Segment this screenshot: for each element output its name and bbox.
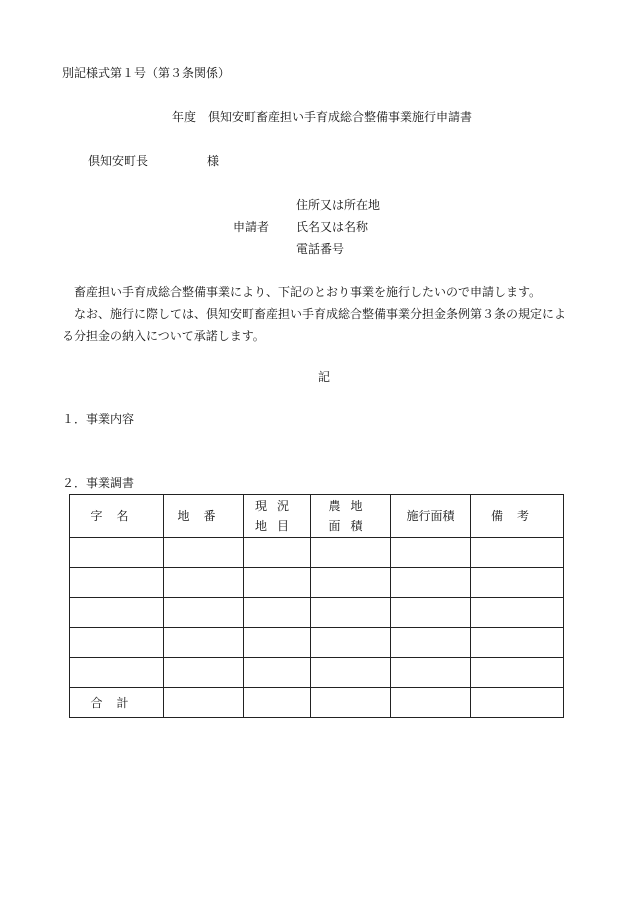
table-cell[interactable] <box>244 568 311 598</box>
table-cell[interactable] <box>164 538 244 568</box>
project-survey-table <box>69 494 564 718</box>
table-cell[interactable] <box>70 628 164 658</box>
table-cell[interactable] <box>391 568 471 598</box>
table-cell[interactable] <box>164 628 244 658</box>
table-cell[interactable] <box>311 568 391 598</box>
table-cell[interactable] <box>311 598 391 628</box>
addressee-name: 倶知安町長 <box>88 154 149 168</box>
document-title: 年度 倶知安町畜産担い手育成総合整備事業施行申請書 <box>172 110 473 124</box>
table-cell[interactable] <box>391 688 471 718</box>
table-cell[interactable] <box>391 598 471 628</box>
application-statement: 畜産担い手育成総合整備事業により、下記のとおり事業を施行したいので申請します。 <box>74 285 542 299</box>
header-sekou-label: 施行面積 <box>406 509 455 523</box>
header-chiban <box>164 495 244 538</box>
header-genkyo-line1: 現況 <box>254 499 299 513</box>
table-cell[interactable] <box>311 538 391 568</box>
header-sekou <box>391 495 471 538</box>
form-number: 別記様式第１号（第３条関係） <box>62 66 231 80</box>
header-genkyo <box>244 495 311 538</box>
table-cell[interactable] <box>391 628 471 658</box>
table-cell[interactable] <box>471 688 564 718</box>
table-cell[interactable] <box>471 568 564 598</box>
consent-statement: なお、施行に際しては、倶知安町畜産担い手育成総合整備事業分担金条例第３条の規定による分担金の納入について承諾します。 <box>62 307 567 343</box>
table-cell[interactable] <box>70 538 164 568</box>
table-cell[interactable] <box>311 658 391 688</box>
table-cell[interactable] <box>70 568 164 598</box>
header-biko-label: 備考 <box>490 509 543 523</box>
table-header-row <box>70 495 564 538</box>
header-nochi-line2: 面積 <box>328 519 373 533</box>
section-project-survey: ２．事業調書 <box>62 476 135 490</box>
applicant-label: 申請者 <box>233 220 270 234</box>
addressee-honorific: 様 <box>207 154 220 168</box>
header-nochi-line1: 農地 <box>328 499 373 513</box>
table-cell[interactable] <box>164 658 244 688</box>
applicant-name-label: 氏名又は名称 <box>296 220 369 234</box>
table-cell[interactable] <box>391 538 471 568</box>
table-cell[interactable] <box>164 568 244 598</box>
header-biko <box>471 495 564 538</box>
table-cell[interactable] <box>471 628 564 658</box>
table-cell[interactable] <box>311 628 391 658</box>
table-cell[interactable] <box>471 658 564 688</box>
table-cell[interactable] <box>244 628 311 658</box>
table-cell[interactable] <box>70 658 164 688</box>
table-cell[interactable] <box>244 538 311 568</box>
header-aza <box>70 495 164 538</box>
table-cell[interactable] <box>244 688 311 718</box>
header-aza-label: 字名 <box>90 509 143 523</box>
table-cell[interactable] <box>164 688 244 718</box>
table-row <box>70 628 564 658</box>
table-cell[interactable] <box>244 598 311 628</box>
applicant-address-label: 住所又は所在地 <box>296 198 381 212</box>
header-chiban-label: 地番 <box>177 509 230 523</box>
total-label: 合計 <box>90 696 143 710</box>
header-genkyo-line2: 地目 <box>254 519 299 533</box>
table-cell[interactable] <box>311 688 391 718</box>
total-row <box>70 688 564 718</box>
header-nochi <box>311 495 391 538</box>
applicant-phone-label: 電話番号 <box>296 242 345 256</box>
total-label-cell <box>70 688 164 718</box>
table-cell[interactable] <box>164 598 244 628</box>
table-cell[interactable] <box>70 598 164 628</box>
table-row <box>70 568 564 598</box>
table-row <box>70 658 564 688</box>
table-cell[interactable] <box>391 658 471 688</box>
table-cell[interactable] <box>244 658 311 688</box>
section-project-content: １．事業内容 <box>62 412 135 426</box>
table-row <box>70 538 564 568</box>
table-cell[interactable] <box>471 598 564 628</box>
table-row <box>70 598 564 628</box>
table-cell[interactable] <box>471 538 564 568</box>
ki-heading: 記 <box>318 370 331 384</box>
